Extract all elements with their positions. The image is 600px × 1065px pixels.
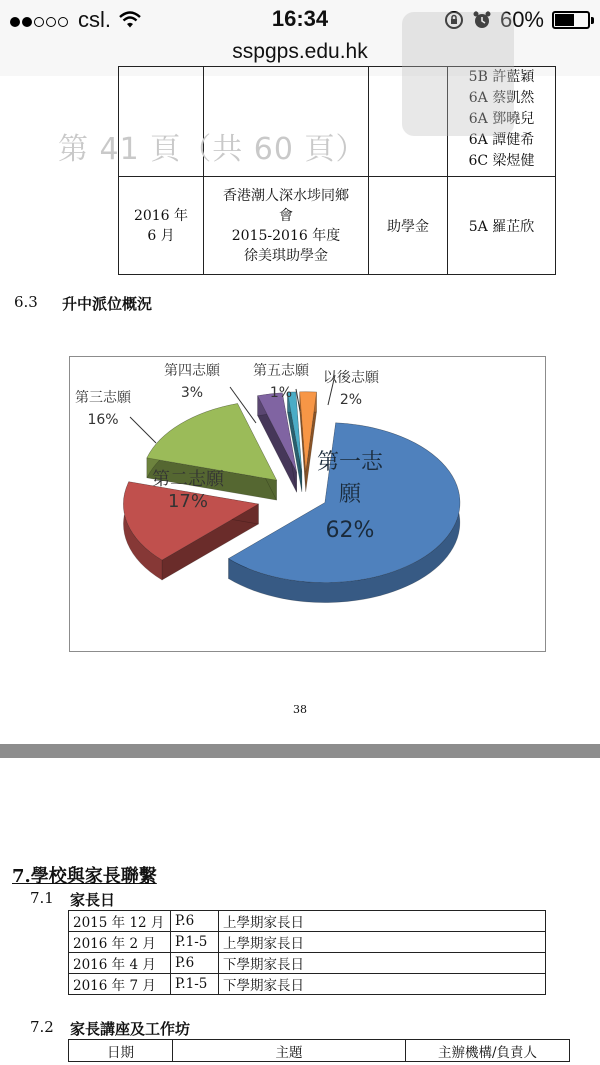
section-number: 7.2 (30, 1018, 54, 1036)
table-row: 2016 年 7 月 P.1-5 下學期家長日 (69, 974, 546, 995)
slice-label-1: 第二志願 (152, 469, 224, 490)
award-type-cell: 助學金 (369, 177, 448, 275)
leader-line-2 (130, 417, 156, 443)
document-page-38 (0, 69, 600, 744)
section-number: 7.1 (30, 889, 54, 907)
table-header-row: 日期 主題 主辦機構/負責人 (69, 1040, 570, 1062)
slice-label-3: 第四志願 (164, 363, 220, 379)
award-date-cell: 2016 年 6 月 (119, 177, 204, 275)
section-title: 家長講座及工作坊 (70, 1020, 191, 1038)
award-student-cell: 5A 羅芷欣 (448, 177, 556, 275)
slice-label-5: 以後志願 (323, 370, 379, 386)
battery-percent: 60% (499, 7, 544, 32)
document-page-39 (0, 758, 600, 1065)
section-title: 升中派位概況 (62, 295, 153, 313)
student-names-cell: 5B 許藍穎 6A 蔡凱然 6A 鄧曉兒 6A 譚健希 6C 梁煜健 (448, 67, 556, 177)
section-7-heading: 7.學校與家長聯繫 (12, 866, 157, 887)
slice-label-0-cont: 願 (338, 482, 362, 507)
slice-value-1: 17% (167, 491, 209, 512)
slice-value-2: 16% (87, 412, 119, 428)
section-number: 6.3 (14, 293, 38, 311)
award-org-cell: 香港潮人深水埗同鄉 會 2015-2016 年度 徐美琪助學金 (204, 177, 369, 275)
slice-value-4: 1% (269, 385, 293, 401)
page-indicator-overlay: 第 41 頁（共 60 頁） (58, 132, 367, 167)
clock: 16:34 (271, 6, 329, 31)
section-title: 家長日 (70, 891, 116, 909)
pie-chart (70, 357, 545, 651)
carrier-name: csl. (78, 7, 111, 32)
slice-label-0: 第一志 (316, 450, 384, 475)
parent-day-table (68, 910, 546, 995)
table-row: 2016 年 4 月 P.6 下學期家長日 (69, 953, 546, 974)
table-row: 2015 年 12 月 P.6 上學期家長日 (69, 911, 546, 932)
slice-label-2: 第三志願 (75, 390, 131, 406)
overlay-square (402, 12, 514, 136)
pie-chart-frame (69, 356, 546, 652)
url-text: sspgps.edu.hk (232, 40, 368, 63)
slice-value-0: 62% (325, 518, 375, 543)
slice-value-3: 3% (180, 385, 204, 401)
battery-icon (552, 11, 590, 29)
slice-label-4: 第五志願 (253, 363, 309, 379)
page-divider (0, 744, 600, 758)
talks-table (68, 1039, 570, 1062)
table-row (119, 177, 556, 275)
page-number: 38 (293, 703, 307, 716)
slice-value-5: 2% (339, 392, 363, 408)
section-6-3-heading (14, 293, 153, 313)
table-row: 2016 年 2 月 P.1-5 上學期家長日 (69, 932, 546, 953)
